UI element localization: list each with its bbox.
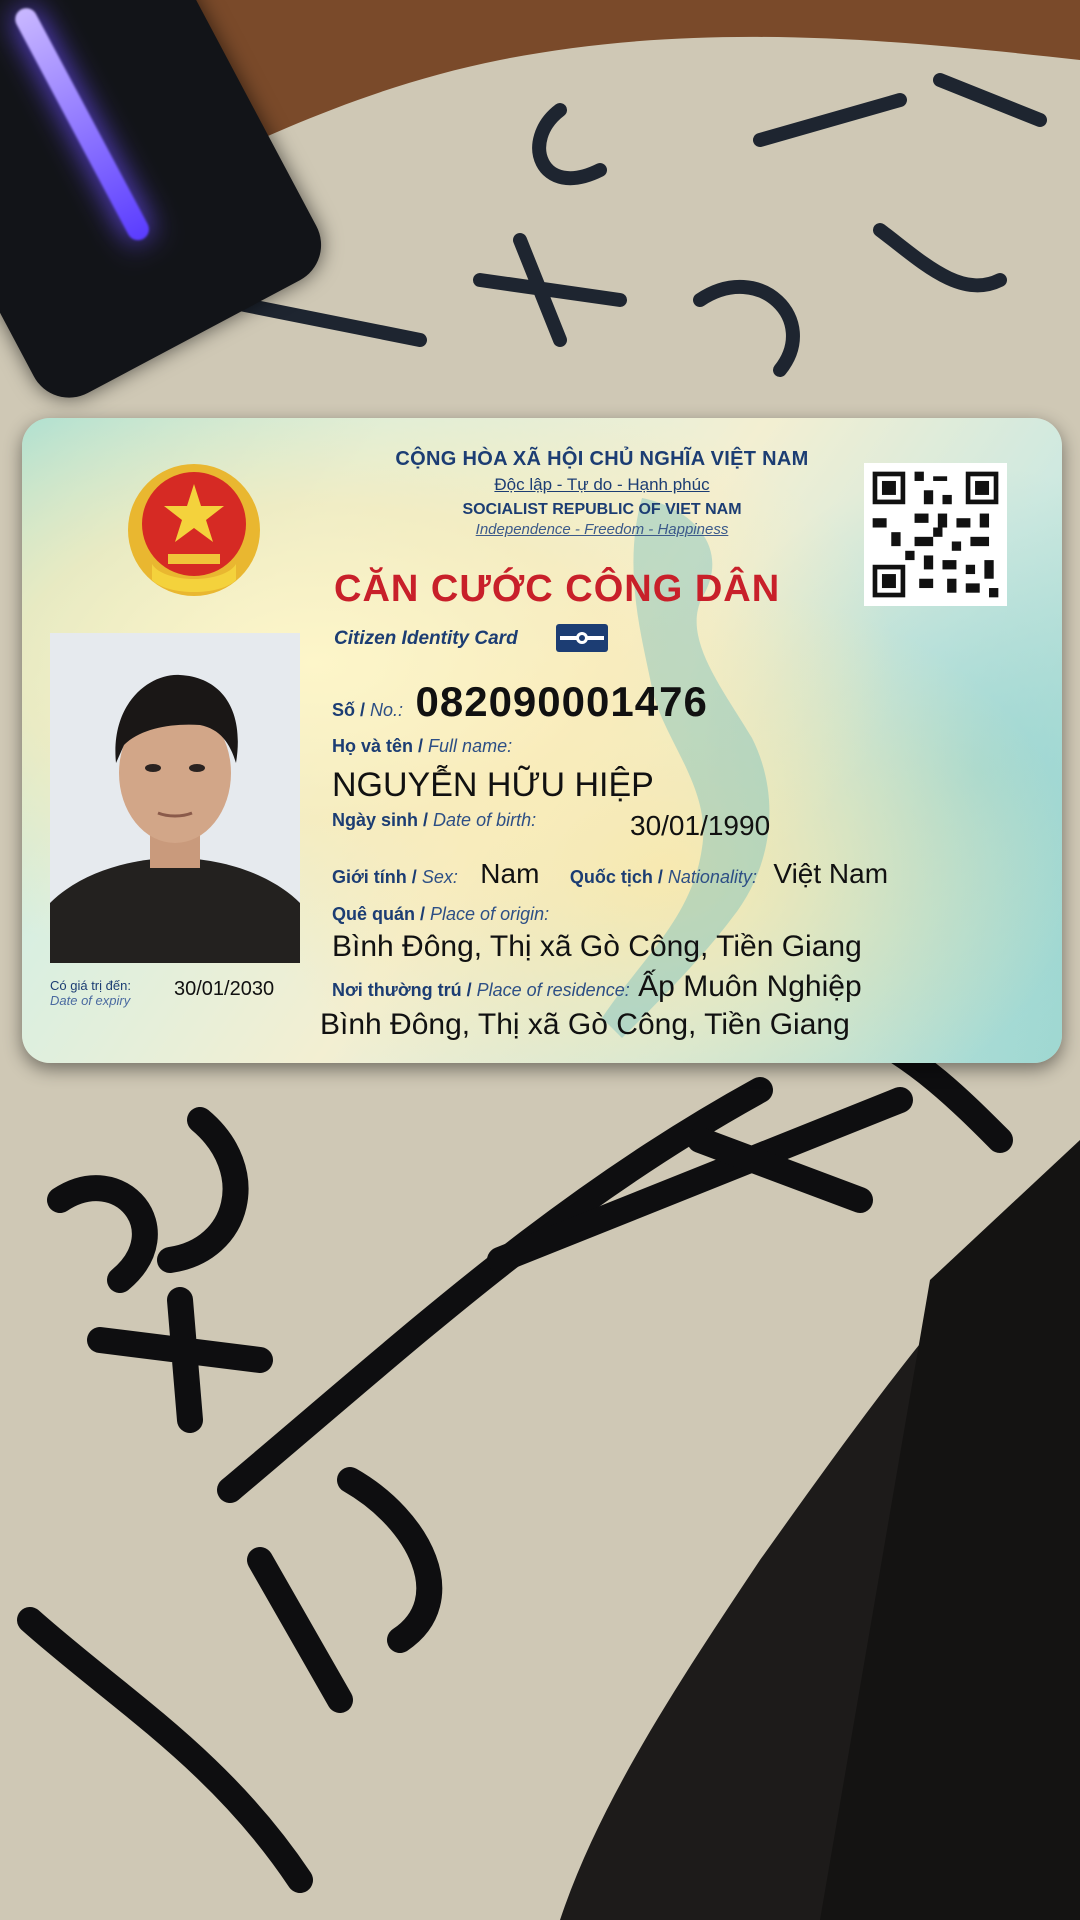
- id-number: 082090001476: [415, 678, 708, 725]
- sex-nationality-row: [332, 858, 914, 890]
- dob-row: [332, 810, 771, 841]
- residence-line1: Ấp Muôn Nghiệp: [638, 970, 862, 1003]
- date-of-birth: 30/01/1990: [630, 810, 771, 841]
- chip-icon: [556, 624, 608, 652]
- sex-value: Nam: [480, 858, 540, 889]
- expiry-label-vi: Có giá trị đến:: [50, 978, 131, 993]
- residence-line2: Bình Đông, Thị xã Gò Công, Tiền Giang: [320, 1008, 850, 1041]
- residence-label: Nơi thường trú / Place of residence:: [332, 980, 630, 1000]
- header-country-en: SOCIALIST REPUBLIC OF VIET NAM: [462, 501, 742, 518]
- id-number-label: Số / No.:: [332, 700, 404, 720]
- full-name-label: Họ và tên / Full name:: [332, 736, 513, 756]
- header-motto-vi: Độc lập - Tự do - Hạnh phúc: [494, 475, 710, 494]
- qr-code-icon: [864, 463, 1007, 606]
- sex-label: Giới tính / Sex:: [332, 867, 458, 887]
- header-country-vi: CỘNG HÒA XÃ HỘI CHỦ NGHĨA VIỆT NAM: [395, 448, 809, 470]
- id-number-row: [332, 678, 708, 726]
- expiry-date: 30/01/2030: [174, 978, 275, 1000]
- origin-label: Quê quán / Place of origin:: [332, 904, 550, 924]
- place-of-origin: Bình Đông, Thị xã Gò Công, Tiền Giang: [332, 930, 862, 963]
- national-emblem-icon: [124, 460, 264, 600]
- card-subtitle: Citizen Identity Card: [334, 628, 518, 649]
- expiry-label-en: Date of expiry: [50, 993, 131, 1008]
- card-header: [322, 448, 882, 538]
- header-motto-en: Independence - Freedom - Happiness: [475, 521, 729, 538]
- nationality-value: Việt Nam: [773, 858, 889, 889]
- phone-screen-glow: [11, 4, 152, 244]
- citizen-id-card: [22, 418, 1062, 1063]
- residence-row: [332, 970, 862, 1004]
- dob-label: Ngày sinh / Date of birth:: [332, 810, 537, 830]
- full-name: NGUYỄN HỮU HIỆP: [332, 766, 654, 804]
- portrait-photo: [50, 633, 300, 963]
- card-title: CĂN CƯỚC CÔNG DÂN: [334, 568, 781, 610]
- expiry-label: [50, 978, 131, 1008]
- nationality-label: Quốc tịch / Nationality:: [569, 867, 757, 887]
